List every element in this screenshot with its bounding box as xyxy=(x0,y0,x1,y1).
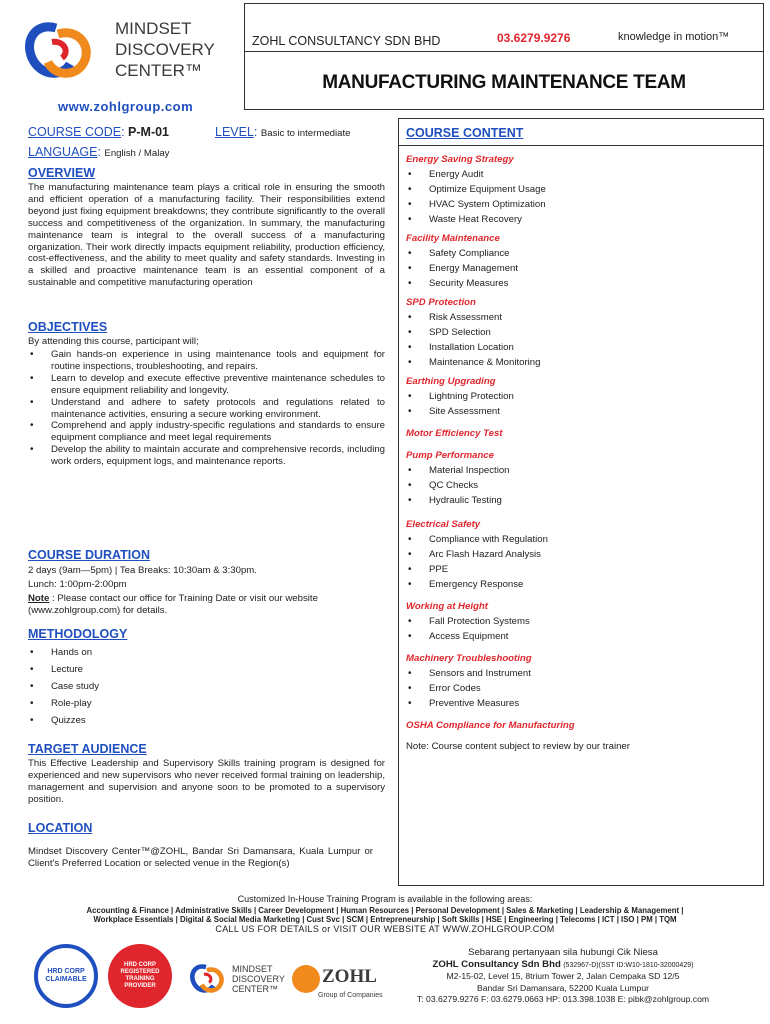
objectives-title: OBJECTIVES xyxy=(28,320,108,334)
topic-title: SPD Protection xyxy=(406,297,476,308)
objective-item: • Develop the ability to maintain accurate and comprehensive records, including work orders, equipment logs, and maintenance reports. xyxy=(28,444,385,468)
objectives-list xyxy=(28,349,385,468)
level-row: LEVEL: Basic to intermediate xyxy=(215,125,351,139)
brand-logo xyxy=(18,18,98,88)
objective-item: • Learn to develop and execute effective preventive maintenance schedules to ensure equipment reliability and longevity. xyxy=(28,373,385,397)
location-title: LOCATION xyxy=(28,821,93,835)
contact-company: ZOHL Consultancy Sdn Bhd xyxy=(432,958,561,970)
topic-item: • Material Inspection xyxy=(406,463,756,478)
zohl-logo-icon xyxy=(292,965,320,993)
topic-item: • Compliance with Regulation xyxy=(406,532,756,547)
level-value: Basic to intermediate xyxy=(260,128,351,139)
contact-reg: (532967-D)(SST ID:W10-1810-32000429) xyxy=(563,961,694,969)
contact-address-1: M2-15-02, Level 15, 8trium Tower 2, Jalan Cempaka SD 12/5 xyxy=(446,971,680,981)
content-topics xyxy=(406,148,756,752)
topic-electrical-safety xyxy=(406,518,756,592)
content-divider xyxy=(398,145,764,146)
methodology-item: • Hands on xyxy=(28,644,99,661)
footer-areas-1: Accounting & Finance | Administrative Skills | Career Development | Human Resources | Personal Development | Sales & Marketing | Leadership & Management | xyxy=(86,906,684,915)
footer-inhouse: Customized In-House Training Program is available in the following areas: xyxy=(237,894,533,904)
note-text: : Please contact our office for Training Date or visit our website (www.zohlgroup.com) for details. xyxy=(28,593,318,616)
duration-note xyxy=(28,593,373,617)
topic-item: • Error Codes xyxy=(406,681,756,696)
course-code-row: COURSE CODE: P-M-01 xyxy=(28,125,170,139)
objective-item: • Gain hands-on experience in using maintenance tools and equipment for routine inspections, troubleshooting, and repairs. xyxy=(28,349,385,373)
duration-line1: 2 days (9am—5pm) | Tea Breaks: 10:30am & 3:30pm. xyxy=(28,565,257,576)
brand-line-3: CENTER™ xyxy=(115,61,202,80)
audience-text: This Effective Leadership and Supervisory Skills training program is designed for experienced and new supervisors who never received formal training on leadership, management and supervision and anyone soon to be promoted to a supervisory position. xyxy=(28,758,385,805)
topic-title: Earthing Upgrading xyxy=(406,376,496,387)
badge-text: HRD CORP CLAIMABLE xyxy=(45,968,87,983)
objective-item: • Understand and adhere to safety protocols and regulations related to maintenance activities, ensuring a secure working environment. xyxy=(28,397,385,421)
zohl-subtitle: Group of Companies xyxy=(318,992,383,999)
topic-item: • Installation Location xyxy=(406,340,756,355)
topic-item: • Fall Protection Systems xyxy=(406,614,756,629)
topic-item: • Waste Heat Recovery xyxy=(406,212,756,227)
location-text: Mindset Discovery Center™@ZOHL, Bandar Sri Damansara, Kuala Lumpur or Client's Preferred Location or selected venue in the Region(s) xyxy=(28,846,373,869)
course-code-label: COURSE CODE xyxy=(28,125,122,139)
footer-areas-2: Workplace Essentials | Digital & Social Media Marketing | Cust Svc | SCM | Entrepreneurship | Soft Skills | HSE | Engineering | Telecoms | ICT | ISO | PM | TQM xyxy=(93,915,677,924)
topic-spd-protection xyxy=(406,296,756,370)
topic-item: • Site Assessment xyxy=(406,404,756,419)
brand-name xyxy=(115,18,215,81)
topic-title: Pump Performance xyxy=(406,450,494,461)
topic-title: Working at Height xyxy=(406,601,488,612)
topic-item: • Hydraulic Testing xyxy=(406,493,756,508)
methodology-item: • Case study xyxy=(28,678,99,695)
hrd-registered-badge xyxy=(108,944,172,1008)
audience-title: TARGET AUDIENCE xyxy=(28,742,147,756)
mdc-line: DISCOVERY xyxy=(232,974,285,984)
contact-intro: Sebarang pertanyaan sila hubungi Cik Niesa xyxy=(468,947,658,958)
overview-text: The manufacturing maintenance team plays a critical role in ensuring the smooth and efficient operation of a manufacturing facility. Their responsibilities extend beyond just fixing equipment breakdowns; they contribute significantly to the overall success and competitiveness of the organization. In summary, the manufacturing maintenance team is integral to the overall success of a manufacturing organization. Their work directly impacts equipment reliability, production efficiency, cost-effectiveness, and the ability to meet quality and safety standards. Investing in a skilled and proactive maintenance team is an essential component of a sustainable and competitive manufacturing operation xyxy=(28,182,385,289)
language-label: LANGUAGE xyxy=(28,145,98,159)
topic-energy-saving xyxy=(406,153,756,227)
topic-title: Energy Saving Strategy xyxy=(406,154,514,165)
objective-item: • Comprehend and apply industry-specific regulations and standards to ensure equipment compliance and meet legal requirements xyxy=(28,420,385,444)
mdc-line: MINDSET xyxy=(232,964,273,974)
mdc-line: CENTER™ xyxy=(232,984,279,994)
methodology-item: • Lecture xyxy=(28,661,99,678)
level-label: LEVEL xyxy=(215,125,254,139)
contact-numbers: T: 03.6279.9276 F: 03.6279.0663 HP: 013.398.1038 E: pibk@zohlgroup.com xyxy=(416,994,710,1004)
contact-company-row xyxy=(368,959,758,972)
topic-item: • Arc Flash Hazard Analysis xyxy=(406,547,756,562)
objectives-intro: By attending this course, participant will; xyxy=(28,336,199,347)
page-title: MANUFACTURING MAINTENANCE TEAM xyxy=(322,72,686,93)
topic-item: • Energy Management xyxy=(406,261,756,276)
duration-title: COURSE DURATION xyxy=(28,548,150,562)
topic-item: • Safety Compliance xyxy=(406,246,756,261)
topic-item: • Emergency Response xyxy=(406,577,756,592)
brand-line-1: MINDSET xyxy=(115,19,192,38)
note-label: Note xyxy=(28,593,50,604)
content-note: Note: Course content subject to review by our trainer xyxy=(406,741,630,752)
topic-item: • Maintenance & Monitoring xyxy=(406,355,756,370)
topic-title: Facility Maintenance xyxy=(406,233,500,244)
topic-title: Machinery Troubleshooting xyxy=(406,653,532,664)
topic-item: • QC Checks xyxy=(406,478,756,493)
topic-item: • Sensors and Instrument xyxy=(406,666,756,681)
topic-item: • PPE xyxy=(406,562,756,577)
topic-item: • Energy Audit xyxy=(406,167,756,182)
contact-block xyxy=(368,947,758,1006)
topic-osha-compliance xyxy=(406,719,756,733)
methodology-item: • Role-play xyxy=(28,695,99,712)
topic-item: • Lightning Protection xyxy=(406,389,756,404)
website-link[interactable]: www.zohlgroup.com xyxy=(58,99,194,114)
topic-item: • HVAC System Optimization xyxy=(406,197,756,212)
footer-cta: CALL US FOR DETAILS or VISIT OUR WEBSITE AT WWW.ZOHLGROUP.COM xyxy=(215,924,555,934)
topic-item: • Optimize Equipment Usage xyxy=(406,182,756,197)
zohl-name: ZOHL xyxy=(322,966,377,987)
header-tagline: knowledge in motion™ xyxy=(618,31,730,43)
topic-pump-performance xyxy=(406,449,756,508)
methodology-title: METHODOLOGY xyxy=(28,627,128,641)
topic-earthing-upgrading xyxy=(406,375,756,419)
topic-facility-maintenance xyxy=(406,232,756,291)
topic-item: • Preventive Measures xyxy=(406,696,756,711)
topic-title: OSHA Compliance for Manufacturing xyxy=(406,720,575,731)
brand-line-2: DISCOVERY xyxy=(115,40,215,59)
topic-title: Motor Efficiency Test xyxy=(406,428,503,439)
topic-item: • Security Measures xyxy=(406,276,756,291)
header-divider xyxy=(244,51,764,52)
duration-line2: Lunch: 1:00pm-2:00pm xyxy=(28,579,127,590)
topic-motor-efficiency xyxy=(406,427,756,441)
topic-working-at-height xyxy=(406,600,756,644)
methodology-item: • Quizzes xyxy=(28,712,99,729)
company-name: ZOHL CONSULTANCY SDN BHD xyxy=(252,34,441,48)
course-code-value: P-M-01 xyxy=(128,125,170,139)
topic-item: • Access Equipment xyxy=(406,629,756,644)
badge-text: HRD CORP REGISTERED TRAINING PROVIDER xyxy=(120,962,160,989)
topic-machinery-troubleshooting xyxy=(406,652,756,711)
mdc-logo-small xyxy=(186,962,228,998)
methodology-list xyxy=(28,644,99,729)
course-content-title: COURSE CONTENT xyxy=(406,126,524,140)
contact-address-2: Bandar Sri Damansara, 52200 Kuala Lumpur xyxy=(477,982,649,993)
language-row: LANGUAGE: English / Malay xyxy=(28,145,170,159)
topic-item: • SPD Selection xyxy=(406,325,756,340)
overview-title: OVERVIEW xyxy=(28,166,96,180)
hrd-claimable-badge xyxy=(34,944,98,1008)
mdc-name-small xyxy=(232,964,285,994)
header-phone: 03.6279.9276 xyxy=(497,31,571,45)
language-value: English / Malay xyxy=(104,148,170,159)
topic-item: • Risk Assessment xyxy=(406,310,756,325)
topic-title: Electrical Safety xyxy=(406,519,481,530)
